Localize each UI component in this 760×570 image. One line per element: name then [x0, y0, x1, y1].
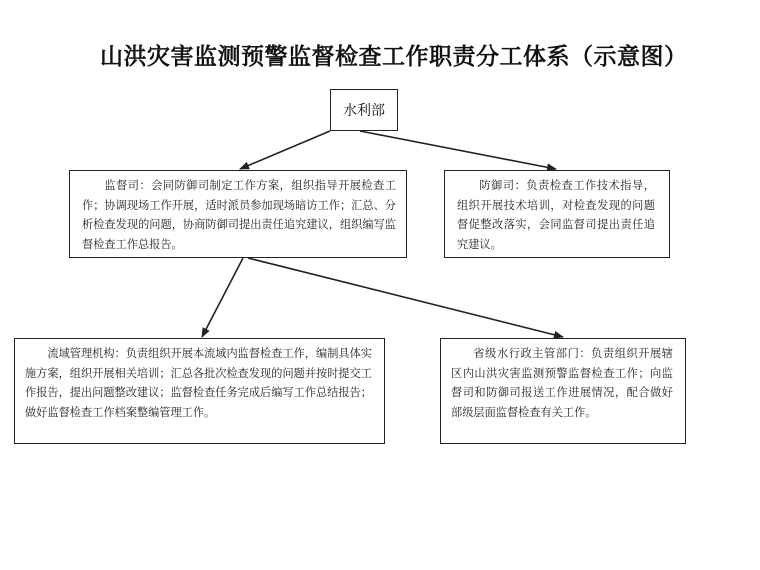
node-ministry	[330, 89, 398, 131]
arrow-root-to-dudusi	[240, 131, 330, 169]
node-defense-dept	[444, 170, 670, 258]
arrow-dudusi-to-liuyu	[202, 258, 243, 337]
node-basin-agency-text: 流域管理机构：负责组织开展本流域内监督检查工作，编制具体实施方案，组织开展相关培训；汇总各批次检查发现的问题并按时提交工作报告，提出问题整改建议；监督检查任务完成后编写工作总结报告；做好监督检查工作档案整编管理工作。	[25, 347, 372, 419]
node-supervision-dept	[69, 170, 407, 258]
node-defense-dept-text: 防御司：负责检查工作技术指导，组织开展技术培训，对检查发现的问题督促整改落实，会同监督司提出责任追究建议。	[457, 179, 655, 251]
node-supervision-dept-text: 监督司：会同防御司制定工作方案，组织指导开展检查工作；协调现场工作开展，适时派员参加现场暗访工作；汇总、分析检查发现的问题，协商防御司提出责任追究建议，组织编写监督检查工作总报告。	[82, 179, 396, 251]
node-provincial-dept-text: 省级水行政主管部门：负责组织开展辖区内山洪灾害监测预警监督检查工作；向监督司和防御司报送工作进展情况，配合做好部级层面监督检查有关工作。	[451, 347, 673, 419]
node-ministry-label: 水利部	[343, 103, 385, 119]
diagram-title: 山洪灾害监测预警监督检查工作职责分工体系（示意图）	[100, 44, 688, 70]
arrow-dudusi-to-shengji	[248, 258, 563, 337]
node-basin-agency	[14, 338, 385, 444]
node-provincial-dept	[440, 338, 686, 444]
arrow-root-to-fangyusi	[360, 131, 556, 169]
